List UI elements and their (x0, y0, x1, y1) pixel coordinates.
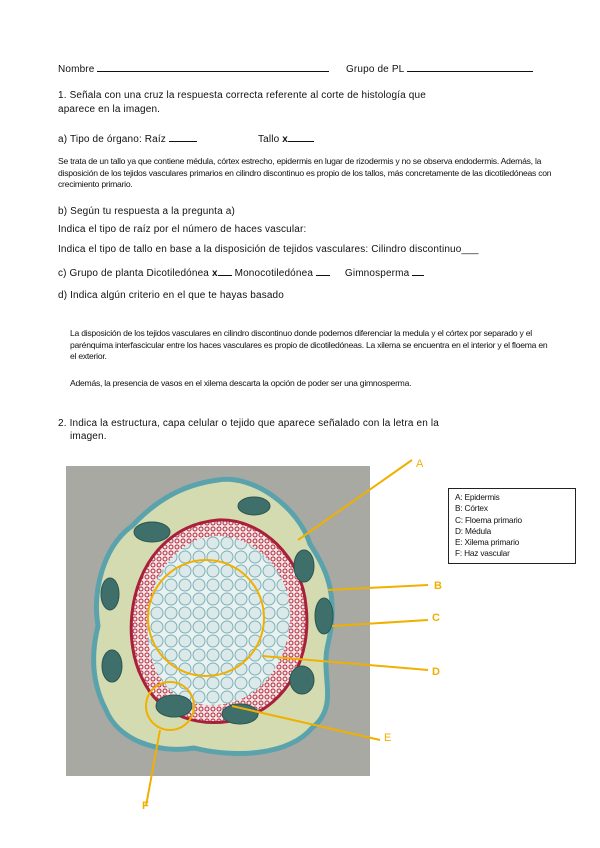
callout-line-d (262, 656, 428, 670)
q2-prompt-line2: imagen. (70, 431, 107, 442)
q1b-line1: Indica el tipo de raíz por el número de haces vascular: (58, 224, 307, 235)
figure-label-d: D (432, 666, 440, 678)
figure-label-c: C (432, 612, 440, 624)
pith-highlight-circle (148, 560, 264, 676)
group-label: Grupo de PL (346, 62, 533, 75)
bundle-highlight-circle (146, 682, 194, 730)
figure-label-a: A (416, 458, 424, 470)
q1d-answer-2: Además, la presencia de vasos en el xilema descarta la opción de poder ser una gimnosperma. (70, 378, 412, 388)
q1d-answer-1: La disposición de los tejidos vasculares en cilindro discontinuo donde podemos diferenciar la medula y el córtex por separado y el parénquima interfascicular entre los haces vasculares es propio de dicotiledóneas. La xilema se encuentra en el interior y el floema en el exterior. (70, 328, 548, 362)
callout-line-c (332, 620, 428, 626)
legend-item: A: Epidermis (455, 492, 500, 502)
figure-label-e: E (384, 732, 392, 744)
legend-item: D: Médula (455, 525, 492, 536)
q1-prompt-line2: aparece en la imagen. (58, 104, 161, 115)
q1b-label: b) Según tu respuesta a la pregunta a) (58, 206, 235, 217)
callout-line-e (232, 706, 380, 740)
callout-line-b (328, 585, 428, 590)
dicot-mark: x (211, 268, 218, 279)
q1a-label: a) Tipo de órgano: Raíz (58, 134, 166, 145)
legend-item: B: Córtex (455, 503, 488, 514)
callout-line-a (298, 460, 412, 540)
legend-item: E: Xilema primario (455, 537, 520, 548)
q1c-row: c) Grupo de planta Dicotiledónea x Monocotiledónea Gimnosperma (58, 266, 424, 279)
figure-label-b: B (434, 580, 442, 592)
answer-legend (448, 488, 576, 564)
q1a-explanation: Se trata de un tallo ya que contiene médula, córtex estrecho, epidermis en lugar de rizodermis y no se observa endodermis. Además, la disposición de los tejidos vasculares primarios en cilindro discontinuo es propio de los tallos, más concretamente de las dicotiledóneas con crecimiento primario. (58, 156, 552, 190)
legend-item: C: Floema primario (455, 514, 522, 525)
q1d-label: d) Indica algún criterio en el que te hayas basado (58, 290, 284, 301)
callout-line-f (146, 730, 160, 806)
q1-prompt-line1: 1. Señala con una cruz la respuesta correcta referente al corte de histología que (58, 90, 426, 101)
q1b-line2: Indica el tipo de tallo en base a la disposición de tejidos vasculares: Cilindro discontinuo___ (58, 244, 479, 255)
q1a-stem-option: Tallo x (258, 132, 314, 145)
name-label: Nombre (58, 62, 329, 75)
q2-prompt-line1: 2. Indica la estructura, capa celular o tejido que aparece señalado con la letra en la (58, 418, 439, 429)
figure-label-f: F (142, 800, 149, 812)
stem-mark: x (282, 134, 288, 145)
legend-item: F: Haz vascular (455, 548, 510, 559)
